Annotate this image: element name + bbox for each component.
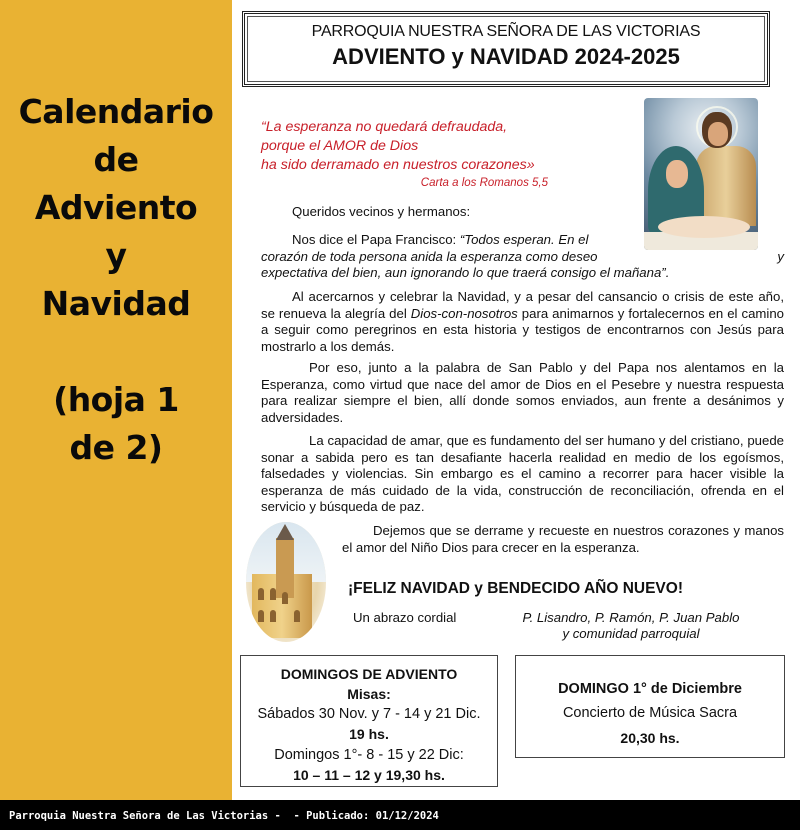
church-tower (276, 538, 294, 598)
side-title-line: Calendario (18, 92, 214, 131)
quote-line: porque el AMOR de Dios (261, 138, 419, 154)
sunday-times: 10 – 11 – 12 y 19,30 hs. (293, 766, 445, 783)
parish-name: PARROQUIA NUESTRA SEÑORA DE LAS VICTORIAS (311, 23, 701, 40)
figure-mary-face (666, 160, 688, 188)
church-spire (276, 524, 294, 540)
quote-line: “La esperanza no quedará defraudada, (261, 119, 508, 135)
christmas-greeting: ¡FELIZ NAVIDAD y BENDECIDO AÑO NUEVO! (348, 580, 683, 597)
signers-line: P. Lisandro, P. Ramón, P. Juan Pablo (522, 610, 740, 625)
emphasis-text: Dios-con-nosotros (410, 305, 518, 321)
salutation: Queridos vecinos y hermanos: (292, 204, 471, 219)
pope-intro: Nos dice el Papa Francisco: (292, 232, 460, 247)
church-image (246, 522, 326, 642)
side-title-line: de (93, 140, 139, 179)
signoff: Un abrazo cordial (353, 610, 457, 625)
church-window (270, 588, 276, 600)
sheet-indicator-line: de 2) (69, 428, 163, 467)
sheet-indicator-line: (hoja 1 (53, 380, 179, 419)
advent-box-subtitle: Misas: (347, 685, 391, 702)
pope-quote-part: corazón de toda persona anida la esperanza como deseo (261, 248, 598, 264)
church-window (258, 610, 264, 622)
paragraph-text: Al acercarnos y celebrar la Navidad, y a pesar del cansancio o crisis de este año, se renueva la alegría del (261, 289, 784, 321)
pope-quote-part: y (777, 248, 784, 264)
church-window (270, 610, 276, 622)
concert-box (515, 655, 785, 758)
signers (506, 610, 756, 642)
paragraph-pope-quote (261, 232, 784, 282)
sunday-dates: Domingos 1°- 8 - 15 y 22 Dic: (274, 746, 464, 763)
side-title-line: y (105, 236, 127, 275)
side-title (0, 88, 232, 472)
paragraph-text: para animarnos y fortalecernos en el camino a seguir como peregrinos en esta historia y testigos de encontrarnos con Jesús para mostrarlo a los demás. (261, 305, 784, 354)
advent-sundays-box (240, 655, 498, 787)
pope-quote-part: expectativa del bien, aun ignorando lo que traerá consigo el mañana”. (261, 265, 670, 280)
side-title-line: Adviento (34, 188, 198, 227)
paragraph-line (261, 249, 784, 266)
page-title: ADVIENTO y NAVIDAD 2024-2025 (332, 44, 680, 69)
figure-joseph (696, 146, 756, 226)
church-window (258, 588, 264, 600)
header-box (242, 11, 770, 87)
footer-bar (0, 800, 800, 830)
main-content (232, 0, 800, 800)
pope-quote-part: “Todos esperan. En el (459, 232, 589, 247)
paragraph-love: La capacidad de amar, que es fundamento del ser humano y del cristiano, puede sonar a sabida pero es tan desafiante hacerla realidad en medio de los egoísmos, falsedades y violencias. Sin embargo es el camino a recorrer para hacer visible la esperanza de más cuidado de la vida, construcción de reconciliación, ofrenda en el servicio y búsqueda de paz. (261, 433, 784, 514)
scripture-quote (261, 118, 551, 175)
paragraph-hope: Por eso, junto a la palabra de San Pablo y del Papa nos alentamos en la Esperanza, como virtud que nace del amor de Dios en el Pesebre y nuestra respuesta para realizar siempre el bien, allí donde somos enviados, aun frente a desánimos y adversidades. (261, 360, 784, 425)
paragraph-closing: Dejemos que se derrame y recueste en nuestros corazones y manos el amor del Niño Dios para crecer en la esperanza. (342, 523, 784, 555)
paragraph-christmas (261, 289, 784, 355)
church-window (282, 592, 288, 604)
church-window (294, 610, 300, 622)
concert-title: DOMINGO 1° de Diciembre (558, 681, 742, 697)
quote-reference: Carta a los Romanos 5,5 (420, 177, 548, 189)
side-title-line: Navidad (41, 284, 191, 323)
side-panel (0, 0, 232, 800)
saturday-time: 19 hs. (349, 726, 389, 742)
advent-box-title: DOMINGOS DE ADVIENTO (280, 666, 458, 682)
quote-line: ha sido derramado en nuestros corazones» (261, 157, 535, 173)
signers-line: y comunidad parroquial (562, 626, 700, 641)
concert-event: Concierto de Música Sacra (562, 705, 738, 721)
paragraph-line (261, 232, 784, 249)
concert-time: 20,30 hs. (620, 730, 680, 746)
side-title-spacer (0, 328, 232, 376)
saturday-dates: Sábados 30 Nov. y 7 - 14 y 21 Dic. (257, 706, 481, 722)
paragraph-line (261, 265, 784, 282)
footer-text: Parroquia Nuestra Señora de Las Victorias - - Publicado: 01/12/2024 (9, 810, 439, 822)
nativity-image (644, 98, 758, 250)
figure-joseph-face (708, 122, 728, 146)
